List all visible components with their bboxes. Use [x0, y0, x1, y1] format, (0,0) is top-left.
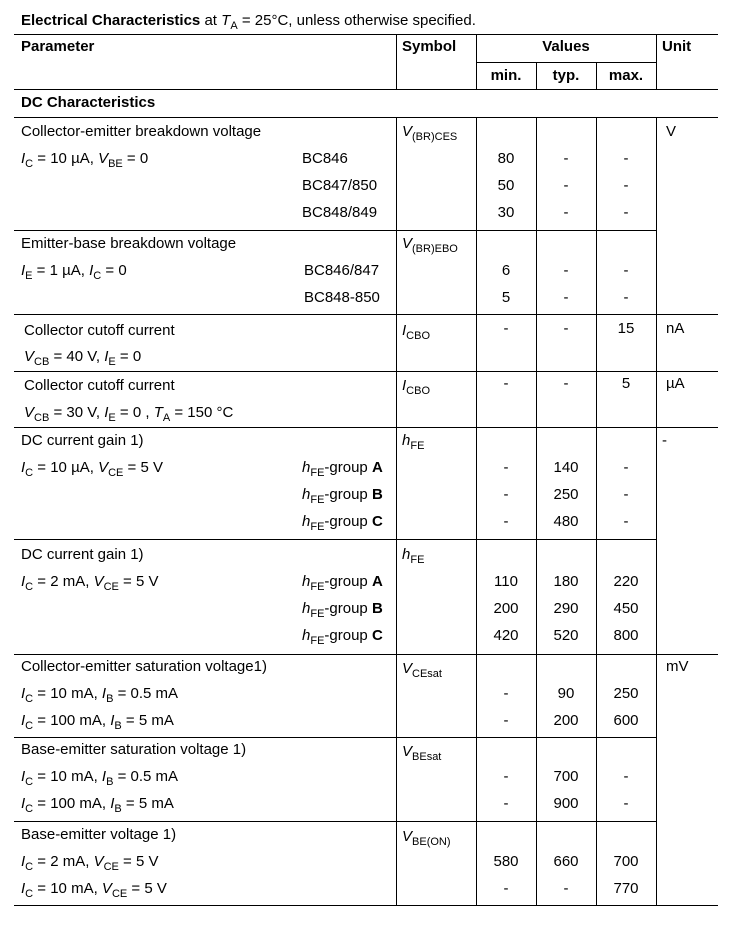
g2-symbol: $V_{(BR)EBO}$	[402, 235, 458, 255]
g6-max: 800	[613, 627, 639, 644]
g2-max: -	[623, 289, 629, 306]
g8-typ: 900	[553, 795, 579, 812]
rule-header	[14, 89, 718, 90]
g6-group: $h_{FE}$-group B	[302, 600, 383, 620]
g5-title: DC current gain 1)	[21, 432, 144, 449]
g6-min: 200	[493, 600, 519, 617]
g1-min: 50	[497, 177, 515, 194]
g4-condition: $V_{CB} = 30$ V, $I_E = 0$ , $T_A = 150$ °C	[24, 404, 234, 424]
g3-max: 15	[617, 320, 635, 337]
g1-unit: V	[666, 123, 677, 140]
g1-device: BC846	[302, 150, 348, 167]
g8-min: -	[503, 795, 509, 812]
g5-group: $h_{FE}$-group B	[302, 486, 383, 506]
header-symbol: Symbol	[402, 38, 457, 55]
rule-g5	[14, 539, 656, 540]
g7-min: -	[503, 712, 509, 729]
g9-condition: $I_C = 10$ mA, $V_{CE} = 5$ V	[21, 880, 167, 900]
header-min: min.	[490, 67, 522, 84]
g3-symbol: $I_{CBO}$	[402, 322, 431, 342]
rule-g3	[14, 371, 718, 372]
g9-condition: $I_C = 2$ mA, $V_{CE} = 5$ V	[21, 853, 159, 873]
rule-bottom	[14, 905, 718, 906]
rule-g7	[14, 737, 656, 738]
g6-group: $h_{FE}$-group A	[302, 573, 383, 593]
vline-unit	[656, 117, 657, 905]
g2-title: Emitter-base breakdown voltage	[21, 235, 237, 252]
g1-typ: -	[563, 177, 569, 194]
g5-symbol: $h_{FE}$	[402, 432, 425, 452]
g7-unit: mV	[666, 658, 689, 675]
g5-group: $h_{FE}$-group A	[302, 459, 383, 479]
g6-group: $h_{FE}$-group C	[302, 627, 383, 647]
g7-title: Collector-emitter saturation voltage1)	[21, 658, 267, 675]
g6-symbol: $h_{FE}$	[402, 546, 425, 566]
g7-typ: 90	[557, 685, 575, 702]
g6-typ: 180	[553, 573, 579, 590]
g1-device: BC848/849	[302, 204, 378, 221]
g1-max: -	[623, 150, 629, 167]
g8-title: Base-emitter saturation voltage 1)	[21, 741, 247, 758]
rule-g2	[14, 314, 718, 315]
vline-sym-head	[396, 34, 397, 90]
g2-condition: $I_E = 1$ µA, $I_C = 0$	[21, 262, 127, 282]
section-title: DC Characteristics	[21, 94, 156, 111]
rule-section	[14, 117, 718, 118]
g6-min: 420	[493, 627, 519, 644]
g5-group: $h_{FE}$-group C	[302, 513, 383, 533]
g5-min: -	[503, 459, 509, 476]
g1-typ: -	[563, 204, 569, 221]
g5-max: -	[623, 459, 629, 476]
g3-typ: -	[563, 320, 569, 337]
g5-typ: 250	[553, 486, 579, 503]
g4-title: Collector cutoff current	[24, 377, 175, 394]
g9-max: 770	[613, 880, 639, 897]
g6-min: 110	[494, 573, 518, 590]
rule-g6	[14, 654, 718, 655]
g6-max: 450	[613, 600, 639, 617]
g4-max: 5	[621, 375, 631, 392]
rule-g4	[14, 427, 718, 428]
vline-unit-head	[656, 34, 657, 90]
rule-g8	[14, 821, 656, 822]
g4-unit: µA	[666, 375, 685, 392]
g1-typ: -	[563, 150, 569, 167]
g1-min: 30	[497, 204, 515, 221]
g5-min: -	[503, 513, 509, 530]
rule-top	[14, 34, 718, 35]
g5-typ: 480	[553, 513, 579, 530]
g8-max: -	[623, 768, 629, 785]
g7-condition: $I_C = 10$ mA, $I_B = 0.5$ mA	[21, 685, 179, 705]
g7-max: 600	[613, 712, 639, 729]
g3-title: Collector cutoff current	[24, 322, 175, 339]
g8-typ: 700	[553, 768, 579, 785]
vline-max	[596, 117, 597, 905]
g1-min: 80	[497, 150, 515, 167]
g5-max: -	[623, 486, 629, 503]
g7-min: -	[503, 685, 509, 702]
g6-condition: $I_C = 2$ mA, $V_{CE} = 5$ V	[21, 573, 159, 593]
g2-min: 6	[501, 262, 511, 279]
g8-condition: $I_C = 100$ mA, $I_B = 5$ mA	[21, 795, 174, 815]
g5-max: -	[623, 513, 629, 530]
g8-condition: $I_C = 10$ mA, $I_B = 0.5$ mA	[21, 768, 179, 788]
g7-max: 250	[613, 685, 639, 702]
rule-values	[476, 62, 656, 63]
g5-typ: 140	[553, 459, 579, 476]
g2-max: -	[623, 262, 629, 279]
g8-symbol: $V_{BEsat}$	[402, 743, 442, 763]
g1-symbol: $V_{(BR)CES}$	[402, 123, 458, 143]
g6-max: 220	[613, 573, 639, 590]
g9-typ: 660	[553, 853, 579, 870]
g6-typ: 290	[553, 600, 579, 617]
vline-min	[476, 117, 477, 905]
g4-min: -	[503, 375, 509, 392]
vline-typ	[536, 117, 537, 905]
g5-condition: $I_C = 10$ µA, $V_{CE} = 5$ V	[21, 459, 163, 479]
header-unit: Unit	[662, 38, 692, 55]
g1-title: Collector-emitter breakdown voltage	[21, 123, 262, 140]
g8-max: -	[623, 795, 629, 812]
g1-max: -	[623, 204, 629, 221]
header-values: Values	[542, 38, 590, 55]
table-title: Electrical Characteristics at $T_A = 25^\circ C$, unless otherwise specified.	[21, 12, 476, 32]
g5-unit: -	[662, 432, 667, 449]
g3-unit: nA	[666, 320, 685, 337]
header-parameter: Parameter	[21, 38, 95, 55]
g9-symbol: $V_{BE(ON)}$	[402, 828, 451, 848]
g8-min: -	[503, 768, 509, 785]
g9-max: 700	[613, 853, 639, 870]
g6-typ: 520	[553, 627, 579, 644]
g1-condition: $I_C = 10$ µA, $V_{BE} = 0$	[21, 150, 149, 170]
vline-sym	[396, 117, 397, 905]
g1-device: BC847/850	[302, 177, 378, 194]
g2-device: BC848-850	[304, 289, 380, 306]
rule-g1	[14, 230, 656, 231]
g6-title: DC current gain 1)	[21, 546, 144, 563]
g4-symbol: $I_{CBO}$	[402, 377, 431, 397]
g9-min: -	[503, 880, 509, 897]
g7-typ: 200	[553, 712, 579, 729]
g2-typ: -	[563, 289, 569, 306]
g2-typ: -	[563, 262, 569, 279]
g3-min: -	[503, 320, 509, 337]
g2-min: 5	[501, 289, 511, 306]
g7-condition: $I_C = 100$ mA, $I_B = 5$ mA	[21, 712, 174, 732]
g4-typ: -	[563, 375, 569, 392]
g9-title: Base-emitter voltage 1)	[21, 826, 177, 843]
header-max: max.	[608, 67, 644, 84]
g3-condition: $V_{CB} = 40$ V, $I_E = 0$	[24, 348, 142, 368]
g1-max: -	[623, 177, 629, 194]
g7-symbol: $V_{CEsat}$	[402, 660, 442, 680]
header-typ: typ.	[552, 67, 580, 84]
g9-typ: -	[563, 880, 569, 897]
g9-min: 580	[493, 853, 519, 870]
g5-min: -	[503, 486, 509, 503]
g2-device: BC846/847	[304, 262, 380, 279]
